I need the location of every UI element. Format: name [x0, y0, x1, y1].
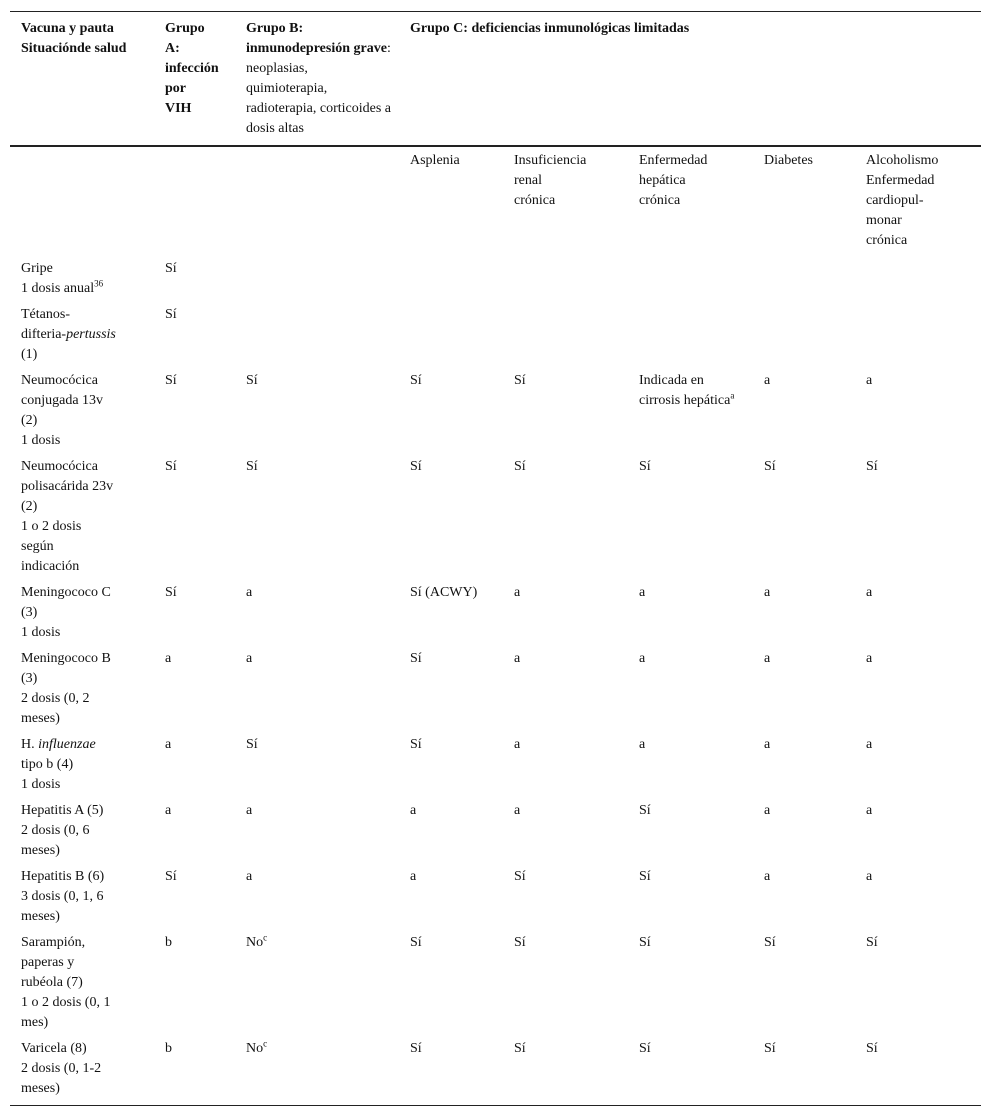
vaccination-table	[10, 11, 981, 1106]
value-cell: a	[410, 869, 417, 884]
value-cell: a	[764, 373, 771, 388]
value-cell: a	[514, 585, 521, 600]
subheader-alcohol: Alcoholismo Enfermedad cardiopul- monar crónica	[866, 153, 939, 248]
value-cell	[855, 253, 981, 299]
vaccine-cell-srp: Sarampión, paperas y rubéola (7) 1 o 2 dosis (0, 1 mes)	[21, 935, 111, 1030]
subheader-asplenia: Asplenia	[410, 153, 460, 168]
value-cell: a	[639, 651, 646, 666]
value-cell: a	[764, 737, 771, 752]
value-cell: Sí (ACWY)	[410, 585, 478, 600]
value-cell: Sí	[514, 935, 526, 950]
value-cell	[753, 299, 855, 365]
value-cell: Sí	[165, 869, 177, 884]
value-cell: a	[866, 869, 873, 884]
table-row	[10, 927, 981, 1033]
value-cell: Sí	[764, 935, 776, 950]
value-cell: Sí	[246, 737, 258, 752]
value-cell	[399, 299, 503, 365]
value-cell	[235, 253, 399, 299]
vaccine-cell-tetanos: Tétanos- difteria-pertussis (1)	[21, 307, 116, 362]
value-cell: a	[866, 803, 873, 818]
table-row	[10, 365, 981, 451]
value-cell: a	[866, 651, 873, 666]
value-cell: Indicada en cirrosis hepática$^a$	[639, 373, 735, 408]
table-row	[10, 451, 981, 577]
header-vaccine: Vacuna y pauta Situaciónde salud	[10, 12, 154, 147]
value-cell: a	[866, 737, 873, 752]
value-cell: a	[764, 869, 771, 884]
header-group-b: Grupo B: inmunodepresión grave: neoplasias, quimioterapia, radioterapia, corticoides a dosis altas	[235, 12, 399, 147]
value-cell: b	[154, 1033, 235, 1106]
value-cell: a	[514, 651, 521, 666]
value-cell	[628, 253, 753, 299]
value-cell: a	[639, 737, 646, 752]
value-cell: a	[246, 651, 253, 666]
value-cell: Sí	[866, 459, 878, 474]
vaccine-cell-neumo13: Neumocócica conjugada 13v (2) 1 dosis	[21, 373, 104, 448]
value-cell: Sí	[514, 373, 526, 388]
value-cell: a	[165, 737, 172, 752]
vaccine-cell-varicela: Varicela (8) 2 dosis (0, 1-2 meses)	[10, 1033, 154, 1106]
value-cell: Sí	[514, 459, 526, 474]
value-cell: b	[165, 935, 172, 950]
value-cell: a	[514, 737, 521, 752]
subheader-hepatica: Enfermedad hepática crónica	[639, 153, 708, 208]
subheader-diabetes: Diabetes	[764, 153, 813, 168]
value-cell	[399, 253, 503, 299]
value-cell	[235, 299, 399, 365]
value-cell: Sí	[410, 935, 422, 950]
subheader-renal: Insuficiencia renal crónica	[514, 153, 587, 208]
value-cell: a	[246, 803, 253, 818]
value-cell: Sí	[639, 869, 651, 884]
value-cell: Sí	[639, 803, 651, 818]
subheader-row	[10, 146, 981, 253]
value-cell: Sí	[165, 585, 177, 600]
value-cell: a	[764, 585, 771, 600]
value-cell: No$^c$	[246, 932, 268, 950]
value-cell: Sí	[764, 459, 776, 474]
value-cell: No$^c$	[235, 1033, 399, 1106]
vaccine-cell-meningoB: Meningococo B (3) 2 dosis (0, 2 meses)	[21, 651, 111, 726]
value-cell	[503, 299, 628, 365]
value-cell: Sí	[855, 1033, 981, 1106]
header-row	[10, 12, 981, 147]
vaccine-cell-hepB: Hepatitis B (6) 3 dosis (0, 1, 6 meses)	[21, 869, 105, 924]
value-cell: Sí	[866, 935, 878, 950]
value-cell: Sí	[410, 651, 422, 666]
value-cell: a	[764, 651, 771, 666]
value-cell: a	[246, 585, 253, 600]
value-cell	[855, 299, 981, 365]
value-cell: Sí	[246, 373, 258, 388]
value-cell: a	[514, 803, 521, 818]
table-row	[10, 299, 981, 365]
value-cell: Sí	[514, 869, 526, 884]
header-group-a: Grupo A: infección por VIH	[154, 12, 235, 147]
table-row	[10, 1033, 981, 1106]
value-cell: a	[764, 803, 771, 818]
value-cell: a	[246, 869, 253, 884]
table-row	[10, 253, 981, 299]
value-cell: a	[866, 373, 873, 388]
table-row	[10, 643, 981, 729]
value-cell	[753, 253, 855, 299]
table-row	[10, 861, 981, 927]
value-cell: Sí	[753, 1033, 855, 1106]
vaccine-cell-hepA: Hepatitis A (5) 2 dosis (0, 6 meses)	[21, 803, 104, 858]
value-cell: Sí	[399, 1033, 503, 1106]
value-cell: Sí	[165, 459, 177, 474]
value-cell: a	[165, 651, 172, 666]
value-cell: Sí	[410, 737, 422, 752]
value-cell: Sí	[503, 1033, 628, 1106]
vaccine-cell-gripe: Gripe 1 dosis anual$^{36}$	[21, 261, 104, 296]
value-cell: Sí	[639, 459, 651, 474]
vaccine-cell-meningoC: Meningococo C (3) 1 dosis	[21, 585, 111, 640]
value-cell: Sí	[165, 307, 177, 322]
vaccine-cell-hib: H. influenzae tipo b (4) 1 dosis	[21, 737, 96, 792]
value-cell: Sí	[246, 459, 258, 474]
value-cell: Sí	[410, 373, 422, 388]
value-cell: Sí	[628, 1033, 753, 1106]
value-cell: a	[866, 585, 873, 600]
vaccine-cell-neumo23: Neumocócica polisacárida 23v (2) 1 o 2 dosis según indicación	[21, 459, 114, 574]
value-cell	[503, 253, 628, 299]
value-cell: Sí	[165, 261, 177, 276]
value-cell: a	[165, 803, 172, 818]
value-cell	[628, 299, 753, 365]
value-cell: Sí	[410, 459, 422, 474]
value-cell: Sí	[639, 935, 651, 950]
value-cell: Sí	[165, 373, 177, 388]
value-cell: a	[639, 585, 646, 600]
table-row	[10, 577, 981, 643]
header-group-c: Grupo C: deficiencias inmunológicas limitadas	[399, 12, 981, 147]
table-row	[10, 729, 981, 795]
table-row	[10, 795, 981, 861]
value-cell: a	[410, 803, 417, 818]
